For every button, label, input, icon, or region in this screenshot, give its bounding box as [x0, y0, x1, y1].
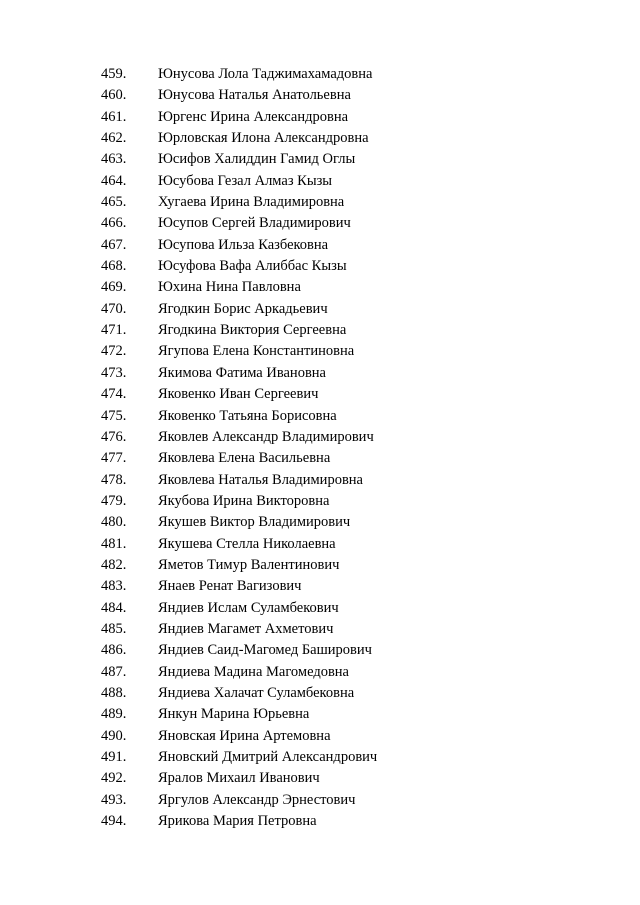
list-item — [0, 320, 640, 341]
entry-number: 469. — [101, 279, 127, 296]
entry-name: Яковенко Иван Сергеевич — [158, 386, 319, 403]
entry-name: Яновская Ирина Артемовна — [158, 727, 331, 744]
list-item — [0, 448, 640, 469]
entry-name: Юсифов Халиддин Гамид Оглы — [158, 151, 356, 168]
list-item — [0, 768, 640, 789]
entry-name: Ярикова Мария Петровна — [158, 813, 317, 830]
list-item — [0, 726, 640, 747]
entry-name: Юсупов Сергей Владимирович — [158, 215, 351, 232]
entry-number: 481. — [101, 535, 127, 552]
list-item — [0, 662, 640, 683]
entry-number: 466. — [101, 215, 127, 232]
entry-number: 482. — [101, 556, 127, 573]
list-item — [0, 811, 640, 832]
entry-number: 473. — [101, 364, 127, 381]
entry-number: 459. — [101, 66, 127, 82]
entry-number: 478. — [101, 471, 127, 488]
entry-name: Яметов Тимур Валентинович — [158, 556, 340, 573]
entry-name: Якушев Виктор Владимирович — [158, 514, 351, 531]
entry-name: Хугаева Ирина Владимировна — [158, 194, 345, 211]
list-item — [0, 683, 640, 704]
entry-number: 484. — [101, 599, 127, 616]
list-item — [0, 619, 640, 640]
entry-number: 479. — [101, 492, 127, 509]
entry-number: 491. — [101, 749, 127, 765]
entry-number: 468. — [101, 258, 127, 275]
entry-name: Яндиев Ислам Суламбекович — [158, 599, 339, 616]
list-item — [0, 384, 640, 405]
entry-number: 475. — [101, 407, 127, 424]
entry-number: 467. — [101, 236, 127, 253]
entry-name: Яковлев Александр Владимирович — [158, 428, 374, 445]
list-item — [0, 341, 640, 362]
list-item — [0, 470, 640, 491]
list-item — [0, 640, 640, 661]
entry-name: Яковлева Наталья Владимировна — [158, 471, 363, 488]
entry-number: 460. — [101, 87, 127, 104]
entry-name: Юсупова Ильза Казбековна — [158, 236, 329, 253]
list-item — [0, 85, 640, 106]
entry-name: Якубова Ирина Викторовна — [158, 492, 330, 509]
list-item — [0, 427, 640, 448]
entry-number: 464. — [101, 172, 127, 189]
list-item — [0, 576, 640, 597]
entry-name: Ягодкина Виктория Сергеевна — [158, 322, 347, 339]
entry-number: 470. — [101, 300, 127, 317]
list-item — [0, 747, 640, 768]
entry-number: 489. — [101, 706, 127, 723]
entry-number: 483. — [101, 578, 127, 595]
entry-name: Юсуфова Вафа Алиббас Кызы — [158, 258, 347, 275]
list-item — [0, 277, 640, 298]
entry-number: 480. — [101, 514, 127, 531]
entry-name: Юсубова Гезал Алмаз Кызы — [158, 172, 333, 189]
name-list — [0, 64, 640, 832]
entry-name: Яндиева Мадина Магомедовна — [158, 663, 349, 680]
entry-name: Ягодкин Борис Аркадьевич — [158, 300, 328, 317]
list-item — [0, 491, 640, 512]
list-item — [0, 213, 640, 234]
entry-name: Янкун Марина Юрьевна — [158, 706, 310, 723]
entry-name: Ягупова Елена Константиновна — [158, 343, 355, 360]
entry-number: 472. — [101, 343, 127, 360]
list-item — [0, 406, 640, 427]
entry-name: Яковлева Елена Васильевна — [158, 450, 331, 467]
list-item — [0, 235, 640, 256]
entry-name: Яндиев Саид-Магомед Баширович — [158, 642, 372, 659]
list-item — [0, 704, 640, 725]
entry-number: 471. — [101, 322, 127, 339]
entry-name: Юхина Нина Павловна — [158, 279, 301, 296]
entry-number: 461. — [101, 108, 127, 125]
entry-name: Янаев Ренат Вагизович — [158, 578, 302, 595]
entry-name: Яндиева Халачат Суламбековна — [158, 684, 355, 701]
entry-number: 486. — [101, 642, 127, 659]
list-item — [0, 149, 640, 170]
entry-name: Юрловская Илона Александровна — [158, 130, 369, 147]
list-item — [0, 64, 640, 85]
list-item — [0, 512, 640, 533]
entry-name: Юргенс Ирина Александровна — [158, 108, 349, 125]
entry-number: 465. — [101, 194, 127, 211]
entry-number: 490. — [101, 727, 127, 744]
entry-name: Юнусова Наталья Анатольевна — [158, 87, 351, 104]
list-item — [0, 192, 640, 213]
entry-number: 463. — [101, 151, 127, 168]
entry-number: 477. — [101, 450, 127, 467]
list-item — [0, 555, 640, 576]
entry-number: 476. — [101, 428, 127, 445]
list-item — [0, 107, 640, 128]
list-item — [0, 790, 640, 811]
entry-name: Яралов Михаил Иванович — [158, 770, 320, 787]
entry-name: Яковенко Татьяна Борисовна — [158, 407, 337, 424]
entry-number: 494. — [101, 813, 127, 830]
list-item — [0, 171, 640, 192]
list-item — [0, 299, 640, 320]
list-item — [0, 534, 640, 555]
entry-name: Яновский Дмитрий Александрович — [158, 749, 378, 765]
entry-number: 492. — [101, 770, 127, 787]
entry-name: Якимова Фатима Ивановна — [158, 364, 326, 381]
entry-number: 485. — [101, 620, 127, 637]
entry-name: Яргулов Александр Эрнестович — [158, 791, 356, 808]
entry-number: 487. — [101, 663, 127, 680]
entry-name: Якушева Стелла Николаевна — [158, 535, 336, 552]
entry-number: 474. — [101, 386, 127, 403]
list-item — [0, 598, 640, 619]
list-item — [0, 363, 640, 384]
entry-number: 493. — [101, 791, 127, 808]
entry-name: Яндиев Магамет Ахметович — [158, 620, 334, 637]
entry-number: 462. — [101, 130, 127, 147]
list-item — [0, 128, 640, 149]
list-item — [0, 256, 640, 277]
entry-name: Юнусова Лола Таджимахамадовна — [158, 66, 373, 82]
entry-number: 488. — [101, 684, 127, 701]
